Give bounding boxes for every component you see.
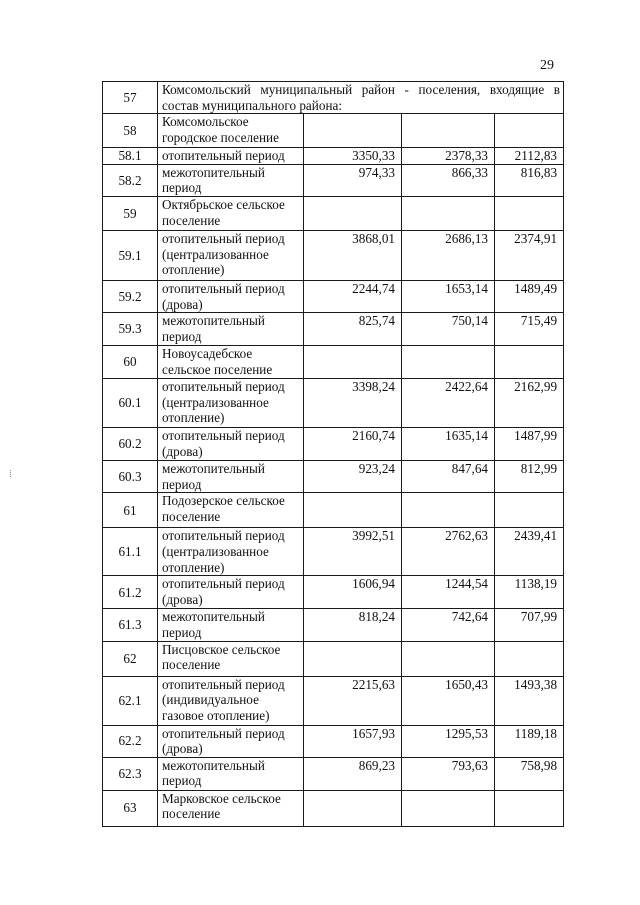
row-value-v1	[304, 196, 402, 230]
row-value-v2	[402, 641, 495, 676]
row-value-v2	[402, 790, 495, 826]
row-name: Подозерское сельское поселение	[158, 493, 304, 528]
row-value-v2: 2422,64	[402, 379, 495, 428]
table-row	[103, 428, 564, 461]
table-row	[103, 196, 564, 230]
table-row	[103, 576, 564, 609]
row-name: Новоусадебское сельское поселение	[158, 346, 304, 379]
row-value-v2: 750,14	[402, 313, 495, 346]
row-value-v3: 758,98	[495, 757, 564, 790]
row-number: 61	[103, 493, 158, 528]
table-row	[103, 609, 564, 641]
row-name: межотопительный период	[158, 757, 304, 790]
row-name: Писцовское сельское поселение	[158, 641, 304, 676]
row-value-v2: 793,63	[402, 757, 495, 790]
row-value-v3	[495, 196, 564, 230]
row-value-v3	[495, 790, 564, 826]
row-value-v1: 2160,74	[304, 428, 402, 461]
row-number: 59.1	[103, 230, 158, 280]
table-row	[103, 725, 564, 757]
row-name: отопительный период (дрова)	[158, 576, 304, 609]
row-value-v1	[304, 641, 402, 676]
row-value-v1: 3868,01	[304, 230, 402, 280]
row-value-v2	[402, 196, 495, 230]
row-name: отопительный период (централизованное отопление)	[158, 379, 304, 428]
row-number: 60.2	[103, 428, 158, 461]
row-name: отопительный период (индивидуальное газовое отопление)	[158, 676, 304, 725]
row-name: Марковское сельское поселение	[158, 790, 304, 826]
table-row	[103, 313, 564, 346]
row-number: 61.1	[103, 528, 158, 576]
row-value-v3	[495, 493, 564, 528]
row-value-v1: 818,24	[304, 609, 402, 641]
row-name: межотопительный период	[158, 461, 304, 493]
page-number: 29	[540, 58, 554, 73]
row-value-v1: 2244,74	[304, 280, 402, 312]
row-value-v2: 1650,43	[402, 676, 495, 725]
row-value-v2: 742,64	[402, 609, 495, 641]
row-number: 62.3	[103, 757, 158, 790]
table-row	[103, 148, 564, 165]
row-value-v3: 1489,49	[495, 280, 564, 312]
table-row	[103, 114, 564, 148]
row-number: 62	[103, 641, 158, 676]
row-value-v1	[304, 114, 402, 148]
row-value-v1	[304, 346, 402, 379]
row-value-v3	[495, 114, 564, 148]
table-row	[103, 346, 564, 379]
table-row	[103, 461, 564, 493]
row-value-v1: 3992,51	[304, 528, 402, 576]
scan-mark	[10, 470, 12, 477]
row-value-v3: 1138,19	[495, 576, 564, 609]
row-value-v1	[304, 790, 402, 826]
table-row	[103, 790, 564, 826]
row-name: отопительный период	[158, 148, 304, 165]
row-value-v1: 923,24	[304, 461, 402, 493]
row-value-v2: 1635,14	[402, 428, 495, 461]
row-value-v3: 816,83	[495, 164, 564, 196]
row-value-v3	[495, 346, 564, 379]
row-value-v2: 866,33	[402, 164, 495, 196]
row-value-v2: 2762,63	[402, 528, 495, 576]
row-number: 58.2	[103, 164, 158, 196]
row-value-v3: 812,99	[495, 461, 564, 493]
row-number: 58	[103, 114, 158, 148]
row-name: отопительный период (централизованное отопление)	[158, 528, 304, 576]
table-row	[103, 528, 564, 576]
row-value-v3: 1189,18	[495, 725, 564, 757]
row-number: 60	[103, 346, 158, 379]
row-number: 58.1	[103, 148, 158, 165]
row-value-v1: 3398,24	[304, 379, 402, 428]
row-value-v2	[402, 114, 495, 148]
row-value-v1	[304, 493, 402, 528]
row-name: Октябрьское сельское поселение	[158, 196, 304, 230]
table-row	[103, 493, 564, 528]
row-name: межотопительный период	[158, 609, 304, 641]
row-number: 59.3	[103, 313, 158, 346]
row-value-v2: 1244,54	[402, 576, 495, 609]
row-value-v3: 715,49	[495, 313, 564, 346]
row-value-v2: 2686,13	[402, 230, 495, 280]
row-name: отопительный период (централизованное отопление)	[158, 230, 304, 280]
row-value-v1: 825,74	[304, 313, 402, 346]
row-number: 61.2	[103, 576, 158, 609]
row-value-v1: 1657,93	[304, 725, 402, 757]
tariff-table	[102, 81, 564, 827]
row-number: 60.3	[103, 461, 158, 493]
row-value-v2: 1653,14	[402, 280, 495, 312]
row-name: отопительный период (дрова)	[158, 280, 304, 312]
row-value-v3: 2374,91	[495, 230, 564, 280]
row-value-v3	[495, 641, 564, 676]
row-value-v3: 2112,83	[495, 148, 564, 165]
row-value-v3: 707,99	[495, 609, 564, 641]
table-row	[103, 379, 564, 428]
row-number: 61.3	[103, 609, 158, 641]
table-row	[103, 757, 564, 790]
row-value-v1: 2215,63	[304, 676, 402, 725]
row-value-v2: 1295,53	[402, 725, 495, 757]
row-number: 62.1	[103, 676, 158, 725]
table-row	[103, 230, 564, 280]
table-row	[103, 82, 564, 114]
row-value-v1: 974,33	[304, 164, 402, 196]
row-value-v2	[402, 346, 495, 379]
row-name: Комсомольское городское поселение	[158, 114, 304, 148]
row-value-v1: 3350,33	[304, 148, 402, 165]
table-row	[103, 641, 564, 676]
row-number: 63	[103, 790, 158, 826]
row-value-v1: 1606,94	[304, 576, 402, 609]
row-value-v2: 2378,33	[402, 148, 495, 165]
row-number: 60.1	[103, 379, 158, 428]
row-value-v2	[402, 493, 495, 528]
row-number: 62.2	[103, 725, 158, 757]
row-value-v2: 847,64	[402, 461, 495, 493]
row-name: отопительный период (дрова)	[158, 725, 304, 757]
row-value-v1: 869,23	[304, 757, 402, 790]
row-number: 59	[103, 196, 158, 230]
row-number: 57	[103, 82, 158, 114]
row-value-v3: 2162,99	[495, 379, 564, 428]
row-name: межотопительный период	[158, 164, 304, 196]
row-name: межотопительный период	[158, 313, 304, 346]
row-name: Комсомольский муниципальный район - поселения, входящие в состав муниципального района:	[158, 82, 564, 114]
row-value-v3: 1487,99	[495, 428, 564, 461]
row-value-v3: 2439,41	[495, 528, 564, 576]
table-row	[103, 676, 564, 725]
row-value-v3: 1493,38	[495, 676, 564, 725]
table-row	[103, 164, 564, 196]
row-name: отопительный период (дрова)	[158, 428, 304, 461]
table-row	[103, 280, 564, 312]
row-number: 59.2	[103, 280, 158, 312]
